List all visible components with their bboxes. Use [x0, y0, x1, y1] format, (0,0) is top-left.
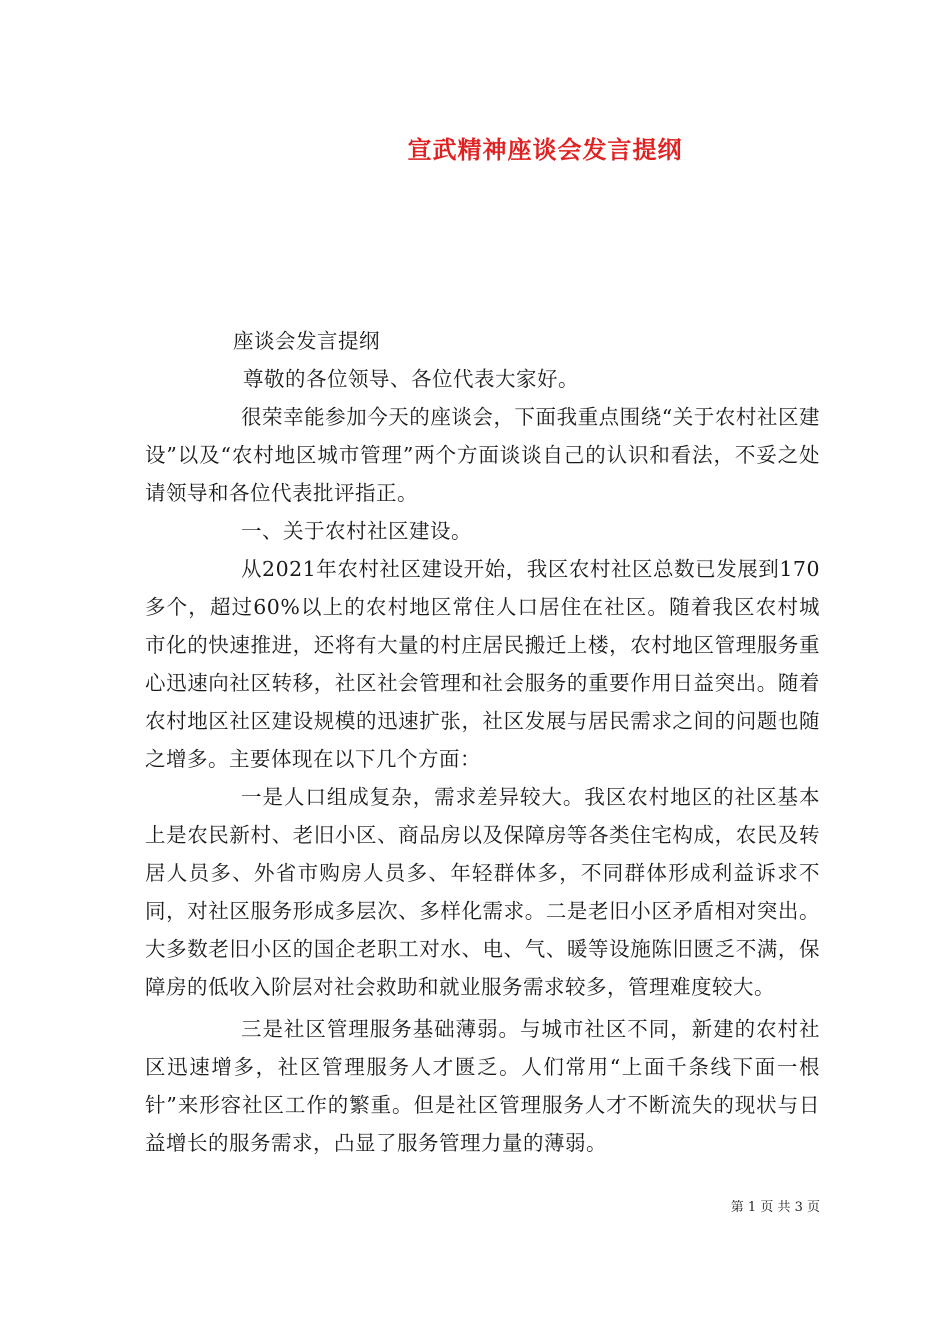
paragraph-issue-three: 三是社区管理服务基础薄弱。与城市社区不同，新建的农村社区迅速增多，社区管理服务人才匮乏。人们常用“上面千条线下面一根针”来形容社区工作的繁重。但是社区管理服务人才不断流失的现状与日益增长的服务需求，凸显了服务管理力量的薄弱。 — [145, 1017, 820, 1155]
paragraph-issues-one-two: 一是人口组成复杂，需求差异较大。我区农村地区的社区基本上是农民新村、老旧小区、商品房以及保障房等各类住宅构成，农民及转居人员多、外省市购房人员多、年轻群体多，不同群体形成利益诉求不同，对社区服务形成多层次、多样化需求。二是老旧小区矛盾相对突出。大多数老旧小区的国企老职工对水、电、气、暖等设施陈旧匮乏不满，保障房的低收入阶层对社会救助和就业服务需求较多，管理难度较大。 — [145, 785, 820, 999]
paragraph-section-heading: 一、关于农村社区建设。 — [241, 519, 472, 543]
document-body — [145, 322, 820, 1162]
paragraph-greeting: 尊敬的各位领导、各位代表大家好。 — [243, 367, 579, 391]
document-title: 宣武精神座谈会发言提纲 — [407, 135, 683, 164]
paragraph-subtitle: 座谈会发言提纲 — [233, 329, 380, 353]
paragraph-intro: 很荣幸能参加今天的座谈会，下面我重点围绕“关于农村社区建设”以及“农村地区城市管理”两个方面谈谈自己的认识和看法，不妥之处请领导和各位代表批评指正。 — [145, 405, 820, 505]
page-number: 第 1 页 共 3 页 — [730, 1200, 820, 1215]
paragraph-background: 从2021年农村社区建设开始，我区农村社区总数已发展到170多个，超过60%以上的农村地区常住人口居住在社区。随着我区农村城市化的快速推进，还将有大量的村庄居民搬迁上楼，农村地区管理服务重心迅速向社区转移，社区社会管理和社会服务的重要作用日益突出。随着农村地区社区建设规模的迅速扩张，社区发展与居民需求之间的问题也随之增多。主要体现在以下几个方面： — [145, 557, 820, 771]
